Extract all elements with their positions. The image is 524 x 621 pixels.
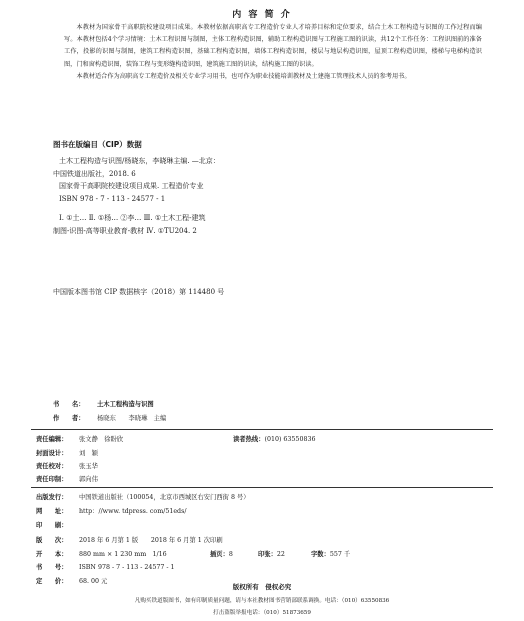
divider	[31, 487, 493, 488]
edition-label: 版 次：	[36, 537, 68, 544]
author-label: 作 者：	[53, 415, 85, 422]
isbn-row	[36, 562, 175, 571]
cip-line: 土木工程构造与识图/杨晓东，李晓琳主编. —北京：	[59, 157, 220, 165]
sheets-value: 22	[276, 551, 285, 558]
word-count-field	[311, 549, 350, 558]
hotline-value: (010) 63550836	[264, 436, 316, 443]
edition-row	[36, 535, 223, 544]
publisher-row	[36, 492, 250, 501]
editor-label: 责任编辑：	[36, 436, 68, 443]
format-value: 880 mm × 1 230 mm 1/16	[79, 551, 167, 558]
isbn-label: 书 号：	[36, 564, 68, 571]
summary-section	[64, 22, 482, 83]
inserts-field	[210, 549, 233, 558]
printer-label: 印 刷：	[36, 522, 68, 529]
hotline-label: 读者热线：	[233, 436, 265, 443]
piracy-hotline: 打击盗版举报电话：（010）51873659	[213, 610, 311, 616]
website-label: 网 址：	[36, 508, 68, 515]
summary-paragraph: 本教材适合作为高职高专工程造价及相关专业学习用书，也可作为职业技能培训教材及土建施工管理技术人员的参考用书。	[76, 72, 411, 80]
cip-class-line: 制图-识图-高等职业教育-教材 Ⅳ. ①TU204. 2	[53, 226, 197, 235]
summary-title: 内 容 简 介	[232, 10, 292, 20]
sheets-label: 印张：	[258, 551, 277, 558]
cover-design-label: 封面设计：	[36, 450, 68, 457]
hotline-row	[233, 434, 315, 443]
isbn-value: ISBN 978 - 7 - 113 - 24577 - 1	[79, 564, 175, 571]
cip-stat-number: 中国版本图书馆 CIP 数据核字（2018）第 114480 号	[53, 288, 225, 296]
copyright-notice: 凡购买铁道版图书，如有印制质量问题，请与本社教材图书营销部联系调换。电话：（010）63550836	[134, 598, 390, 604]
word-count-label: 字数：	[311, 551, 330, 558]
cip-block	[53, 155, 220, 238]
book-title-label: 书 名：	[53, 401, 85, 408]
proofreader-row	[36, 461, 98, 470]
website-row	[36, 506, 186, 515]
cip-line: ISBN 978 - 7 - 113 - 24577 - 1	[59, 194, 166, 203]
inserts-value: 8	[228, 551, 233, 558]
publisher-label: 出版发行：	[36, 494, 68, 501]
price-value: 68. 00 元	[79, 578, 108, 585]
printer-row	[36, 520, 79, 529]
author-value: 杨晓东 李晓琳 主编	[97, 415, 167, 422]
editor-row	[36, 434, 123, 443]
format-label: 开 本：	[36, 551, 68, 558]
publisher-value: 中国铁道出版社（100054，北京市西城区右安门西街 8 号）	[79, 494, 250, 501]
sheets-field	[258, 549, 285, 558]
edition-value: 2018 年 6 月第 1 版 2018 年 6 月第 1 次印刷	[79, 537, 223, 544]
print-supervisor-label: 责任印制：	[36, 476, 68, 483]
book-title-row	[53, 399, 154, 408]
word-count-value: 557 千	[329, 551, 351, 558]
inserts-label: 插页：	[210, 551, 229, 558]
proofreader-value: 张玉华	[79, 463, 98, 470]
summary-paragraph: 本教材为国家骨干高职院校建设项目成果。本教材依据高职高专工程造价专业人才培养目标和定位要求，结合土木工程构造与识图的工作过程而编写。本教材包括4个学习情境：土木工程识图与制图，主体工程构造识图，辅助工程构造识图与工程施工图的识读，共12个工作任务：工程识图前的准备工作，投影的识图与制图，建筑工程构造识图，基础工程构造识图，墙体工程构造识图，楼层与地层构造识图，屋顶工程构造识图，楼梯与电梯构造识图，门和窗构造识图，装饰工程与变形缝构造识图，建筑施工图的识读，结构施工图的识读。	[64, 24, 482, 68]
author-row	[53, 413, 166, 422]
editor-value: 张文静 徐盼欣	[79, 436, 124, 443]
divider	[31, 429, 493, 430]
print-supervisor-value: 郭向伟	[79, 476, 98, 483]
cip-title: 图书在版编目（CIP）数据	[53, 140, 142, 149]
cover-design-value: 刘 颖	[79, 450, 98, 457]
print-supervisor-row	[36, 474, 98, 483]
cip-line: 国家骨干高职院校建设项目成果. 工程造价专业	[59, 182, 204, 191]
cip-class-line: Ⅰ. ①土… Ⅱ. ①杨… ②李… Ⅲ. ①土木工程-建筑	[59, 214, 206, 223]
format-row	[36, 549, 167, 558]
cip-line: 中国铁道出版社，2018. 6	[53, 169, 136, 178]
book-title-value: 土木工程构造与识图	[97, 401, 154, 408]
cover-design-row	[36, 448, 98, 457]
proofreader-label: 责任校对：	[36, 463, 68, 470]
website-value: http：//www. tdpress. com/51eds/	[79, 508, 187, 515]
copyright-title: 版权所有 侵权必究	[232, 583, 292, 591]
price-label: 定 价：	[36, 578, 68, 585]
